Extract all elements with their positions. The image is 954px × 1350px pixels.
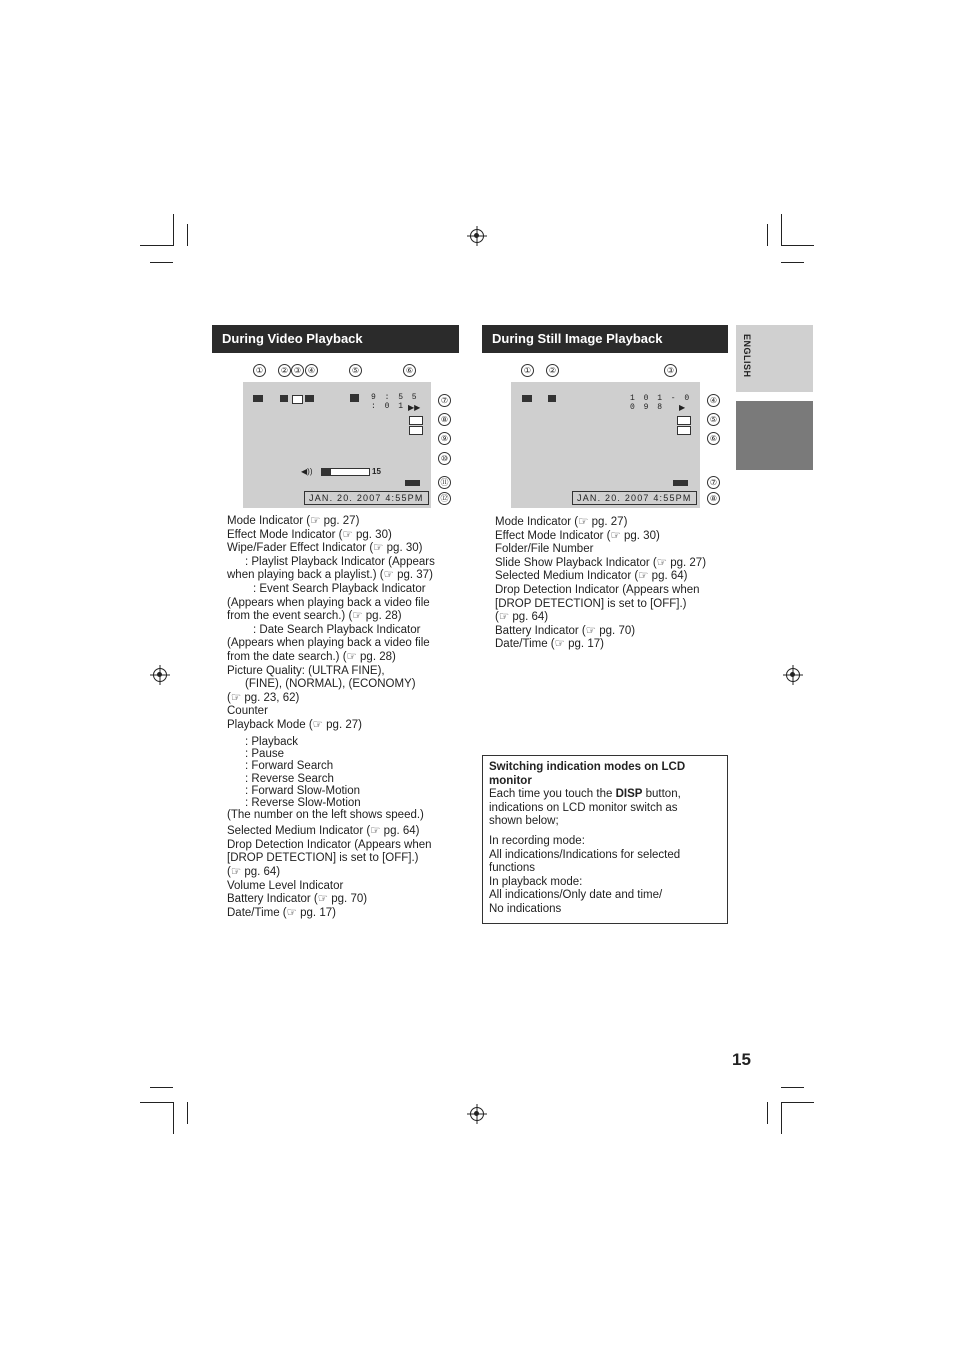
legend-line: Battery Indicator (☞ pg. 70) — [495, 624, 636, 637]
callout-3: ③ — [664, 364, 677, 377]
video-playback-header: During Video Playback — [212, 325, 459, 353]
section-tab — [736, 401, 813, 470]
drop-detection-icon — [677, 426, 691, 435]
crop-mark — [767, 224, 768, 246]
callout-7: ⑦ — [707, 476, 720, 489]
callout-4: ④ — [707, 394, 720, 407]
legend-line: (☞ pg. 23, 62) — [227, 691, 300, 704]
info-box-line: All indications/Only date and time/ — [489, 889, 663, 902]
legend-line: : Playlist Playback Indicator (Appears — [245, 555, 435, 568]
legend-line: Date/Time (☞ pg. 17) — [495, 638, 604, 651]
legend-line: (☞ pg. 64) — [495, 611, 549, 624]
callout-2: ② — [278, 364, 291, 377]
callout-1: ① — [521, 364, 534, 377]
legend-line: Volume Level Indicator — [227, 879, 344, 892]
legend-line: (Appears when playing back a video file — [227, 637, 430, 650]
legend-line: when playing back a playlist.) (☞ pg. 37) — [227, 569, 433, 582]
info-box-line — [489, 788, 721, 802]
battery-icon — [673, 480, 688, 486]
counter: 9 : 5 5 : 0 1 — [371, 393, 419, 411]
still-playback-lcd-screen — [511, 382, 700, 508]
legend-line: from the date search.) (☞ pg. 28) — [227, 650, 396, 663]
playback-mode-item: : Forward Search — [245, 760, 334, 773]
crop-mark — [150, 262, 173, 263]
crop-mark — [781, 262, 804, 263]
info-box-title: Switching indication modes on LCD — [489, 761, 686, 773]
callout-6: ⑥ — [403, 364, 416, 377]
effect-mode-icon — [548, 395, 556, 402]
legend-line: Battery Indicator (☞ pg. 70) — [227, 893, 368, 906]
info-box-line: No indications — [489, 902, 562, 915]
playback-mode-item: : Pause — [245, 747, 284, 760]
info-text: Each time you touch the — [489, 788, 616, 801]
callout-7: ⑦ — [438, 394, 451, 407]
crop-mark — [173, 1102, 174, 1134]
legend-line: Date/Time (☞ pg. 17) — [227, 906, 336, 919]
video-mode-icon — [253, 395, 263, 402]
volume-level-bar — [321, 468, 370, 476]
registration-mark-icon — [470, 1107, 484, 1121]
legend-line: (Appears when playing back a video file — [227, 596, 430, 609]
registration-mark-icon — [153, 668, 167, 682]
legend-line: Picture Quality: (ULTRA FINE), — [227, 664, 385, 677]
crop-mark — [187, 224, 188, 246]
callout-9: ⑨ — [438, 432, 451, 445]
crop-mark — [173, 214, 174, 246]
crop-mark — [781, 245, 814, 246]
language-label: ENGLISH — [742, 334, 752, 378]
legend-line: Slide Show Playback Indicator (☞ pg. 27) — [495, 556, 707, 569]
crop-mark — [781, 1102, 814, 1103]
crop-mark — [781, 1087, 804, 1088]
registration-mark-icon — [470, 229, 484, 243]
date-time-display: JAN. 20. 2007 4:55PM — [304, 491, 429, 505]
forward-playback-icon: ▶▶ — [408, 403, 421, 412]
info-box-line: indications on LCD monitor switch as — [489, 801, 678, 814]
legend-line: : Date Search Playback Indicator — [253, 623, 421, 636]
legend-line: Effect Mode Indicator (☞ pg. 30) — [495, 529, 660, 542]
legend-line: [DROP DETECTION] is set to [OFF].) — [227, 852, 419, 865]
playlist-icon — [305, 395, 314, 402]
callout-5: ⑤ — [349, 364, 362, 377]
camera-mode-icon — [522, 395, 532, 402]
legend-line: Selected Medium Indicator (☞ pg. 64) — [227, 825, 420, 838]
info-box-line: functions — [489, 862, 536, 875]
volume-icon: ◀)) — [301, 467, 313, 476]
folder-file-number: 1 0 1 - 0 0 9 8 — [630, 394, 692, 412]
info-box-line: In recording mode: — [489, 834, 585, 847]
legend-line: Counter — [227, 705, 268, 718]
video-playback-lcd-screen — [243, 382, 431, 508]
callout-5: ⑤ — [707, 413, 720, 426]
legend-line: Selected Medium Indicator (☞ pg. 64) — [495, 570, 688, 583]
legend-line: from the event search.) (☞ pg. 28) — [227, 610, 402, 623]
legend-line: (FINE), (NORMAL), (ECONOMY) — [245, 678, 416, 691]
crop-mark — [140, 1102, 173, 1103]
crop-mark — [767, 1102, 768, 1124]
legend-line: [DROP DETECTION] is set to [OFF].) — [495, 597, 687, 610]
drop-detection-icon — [409, 426, 423, 435]
medium-hdd-icon — [677, 416, 691, 425]
crop-mark — [150, 1087, 173, 1088]
playback-mode-item: : Reverse Slow-Motion — [245, 796, 361, 809]
date-time-display: JAN. 20. 2007 4:55PM — [572, 491, 697, 505]
legend-line: Folder/File Number — [495, 543, 594, 556]
legend-line: Drop Detection Indicator (Appears when — [495, 583, 700, 596]
info-box-title: monitor — [489, 774, 532, 787]
callout-12: ⑫ — [438, 492, 451, 505]
legend-line: : Event Search Playback Indicator — [253, 582, 426, 595]
playback-mode-item: : Playback — [245, 735, 299, 748]
registration-mark-icon — [786, 668, 800, 682]
legend-line: (☞ pg. 64) — [227, 865, 281, 878]
slide-show-icon: ▶ — [679, 403, 686, 412]
callout-2: ② — [546, 364, 559, 377]
picture-quality-icon — [350, 394, 359, 402]
disp-button-label: DISP — [615, 788, 643, 801]
callout-10: ⑩ — [438, 452, 451, 465]
callout-11: ⑪ — [438, 476, 451, 489]
legend-line: Mode Indicator (☞ pg. 27) — [227, 515, 360, 527]
page-number: 15 — [732, 1050, 751, 1069]
callout-3: ③ — [291, 364, 304, 377]
callout-1: ① — [253, 364, 266, 377]
callout-8: ⑧ — [707, 492, 720, 505]
playback-mode-item: : Forward Slow-Motion — [245, 785, 361, 798]
volume-level-value: 15 — [372, 467, 381, 476]
wipe-fader-icon — [292, 395, 303, 404]
effect-mode-icon — [280, 395, 288, 402]
display-modes-info-box — [482, 755, 728, 924]
callout-8: ⑧ — [438, 413, 451, 426]
info-box-line: In playback mode: — [489, 875, 583, 888]
video-playback-legend — [227, 515, 457, 920]
still-playback-legend — [495, 516, 725, 652]
legend-line: (The number on the left shows speed.) — [227, 808, 424, 821]
crop-mark — [140, 245, 173, 246]
info-box-line: All indications/Indications for selected — [489, 848, 681, 861]
legend-line: Mode Indicator (☞ pg. 27) — [495, 516, 628, 528]
battery-icon — [405, 480, 420, 486]
medium-hdd-icon — [409, 416, 423, 425]
crop-mark — [781, 214, 782, 246]
legend-line: Playback Mode (☞ pg. 27) — [227, 718, 362, 731]
info-text: button, — [642, 788, 681, 801]
crop-mark — [781, 1102, 782, 1134]
info-box-line: shown below; — [489, 815, 559, 828]
callout-6: ⑥ — [707, 432, 720, 445]
legend-line: Wipe/Fader Effect Indicator (☞ pg. 30) — [227, 542, 423, 555]
legend-line: Effect Mode Indicator (☞ pg. 30) — [227, 528, 392, 541]
playback-mode-item: : Reverse Search — [245, 772, 334, 785]
legend-line: Drop Detection Indicator (Appears when — [227, 838, 432, 851]
callout-4: ④ — [305, 364, 318, 377]
crop-mark — [187, 1102, 188, 1124]
still-playback-header: During Still Image Playback — [482, 325, 728, 353]
